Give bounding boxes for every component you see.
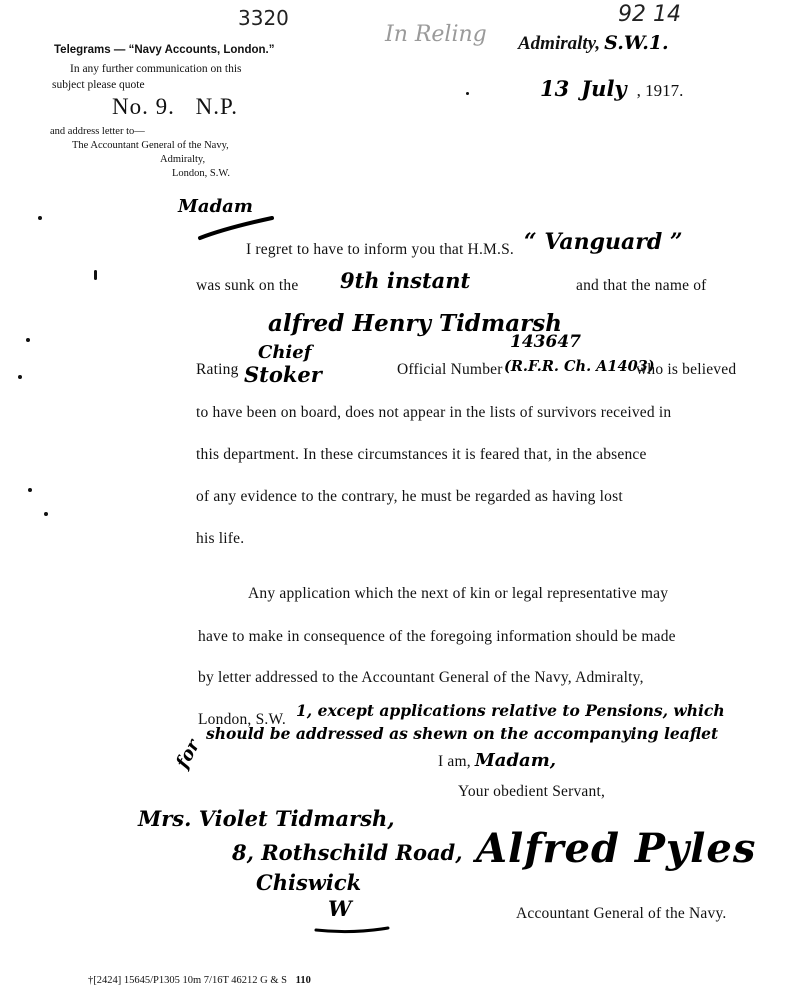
scan-speck xyxy=(44,512,48,516)
official-number: (R.F.R. Ch. A1403) xyxy=(504,358,655,375)
closing-madam: Madam, xyxy=(474,750,557,771)
address-line-2: Admiralty, xyxy=(160,154,206,165)
date-day: 13 xyxy=(540,76,570,101)
please-quote-line: subject please quote xyxy=(52,79,145,91)
line-1-text: I regret to have to inform you that H.M.S. xyxy=(246,241,514,258)
telegrams-label: Telegrams — xyxy=(54,44,126,56)
date-month: July xyxy=(581,76,627,101)
closing-servant: Your obedient Servant, xyxy=(458,783,606,800)
salutation-underline xyxy=(196,214,276,244)
para2-line-2: have to make in consequence of the foregoing information should be made xyxy=(198,628,676,645)
reference-number: 92 14 xyxy=(618,2,681,27)
handwritten-addition-1: 1, except applications relative to Pensions, which xyxy=(296,701,725,720)
para1-line-1: to have been on board, does not appear in the lists of survivors received in xyxy=(196,404,672,421)
line-2-post: and that the name of xyxy=(576,277,707,294)
signature: Alfred Pyles xyxy=(476,825,757,872)
para2-line-4: London, S.W. xyxy=(198,711,286,728)
quote-number: No. 9. xyxy=(112,94,175,119)
quote-reference xyxy=(112,94,238,120)
recipient-name: Mrs. Violet Tidmarsh, xyxy=(138,806,395,831)
scan-speck xyxy=(18,375,22,379)
para1-line-2: this department. In these circumstances it is feared that, in the absence xyxy=(196,446,647,463)
handwritten-addition-2: should be addressed as shewn on the accompanying leaflet xyxy=(206,724,719,743)
date-year: , 1917. xyxy=(636,81,684,100)
office-handwritten: S.W.1. xyxy=(604,32,669,54)
sender-office xyxy=(518,32,669,55)
address-line-3: London, S.W. xyxy=(172,168,230,179)
recipient-street: 8, Rothschild Road, xyxy=(232,840,463,865)
further-communication-line: In any further communication on this xyxy=(70,63,242,75)
para1-line-3: of any evidence to the contrary, he must be regarded as having lost xyxy=(196,488,623,505)
rating-value: Stoker xyxy=(244,362,322,387)
letter-date xyxy=(540,76,683,101)
rating-value-top: Chief xyxy=(258,342,312,363)
telegrams-address: “Navy Accounts, London.” xyxy=(128,44,275,56)
top-file-number: 3320 xyxy=(238,6,289,30)
line-4-post: who is believed xyxy=(636,361,737,378)
quote-suffix: N.P. xyxy=(195,94,238,119)
sunk-date: 9th instant xyxy=(340,268,471,293)
para2-line-1: Any application which the next of kin or legal representative may xyxy=(248,585,669,602)
address-intro: and address letter to— xyxy=(50,126,145,137)
scan-speck xyxy=(94,270,97,280)
address-line-1: The Accountant General of the Navy, xyxy=(72,140,229,151)
recipient-underline xyxy=(312,922,392,942)
salutation: Madam xyxy=(178,196,253,217)
sailor-name: alfred Henry Tidmarsh xyxy=(268,310,562,337)
form-number: 110 xyxy=(295,975,311,986)
telegrams-line xyxy=(54,44,274,56)
para1-line-4: his life. xyxy=(196,530,245,547)
closing-line xyxy=(438,750,556,771)
for-note: for xyxy=(172,736,205,772)
line-2-text: was sunk on the xyxy=(196,277,299,294)
recipient-town: Chiswick xyxy=(256,870,362,895)
scan-speck xyxy=(28,488,32,492)
print-code: †[2424] 15645/P1305 10m 7/16T 46212 G & S xyxy=(88,975,288,986)
scan-speck xyxy=(466,92,469,95)
faint-pencil-note: In Reling xyxy=(385,22,487,47)
official-number-top: 143647 xyxy=(510,332,581,352)
office-admiralty: Admiralty, xyxy=(518,33,601,54)
scan-speck xyxy=(26,338,30,342)
official-number-label: Official Number xyxy=(397,361,503,378)
rating-label: Rating xyxy=(196,361,239,378)
scan-speck xyxy=(38,216,42,220)
footer-print-code xyxy=(88,975,311,986)
recipient-district: W xyxy=(328,896,352,921)
para2-line-3: by letter addressed to the Accountant General of the Navy, Admiralty, xyxy=(198,669,644,686)
signatory-title: Accountant General of the Navy. xyxy=(516,905,727,922)
ship-name: “ Vanguard ” xyxy=(524,229,683,255)
closing-i-am: I am, xyxy=(438,753,471,770)
